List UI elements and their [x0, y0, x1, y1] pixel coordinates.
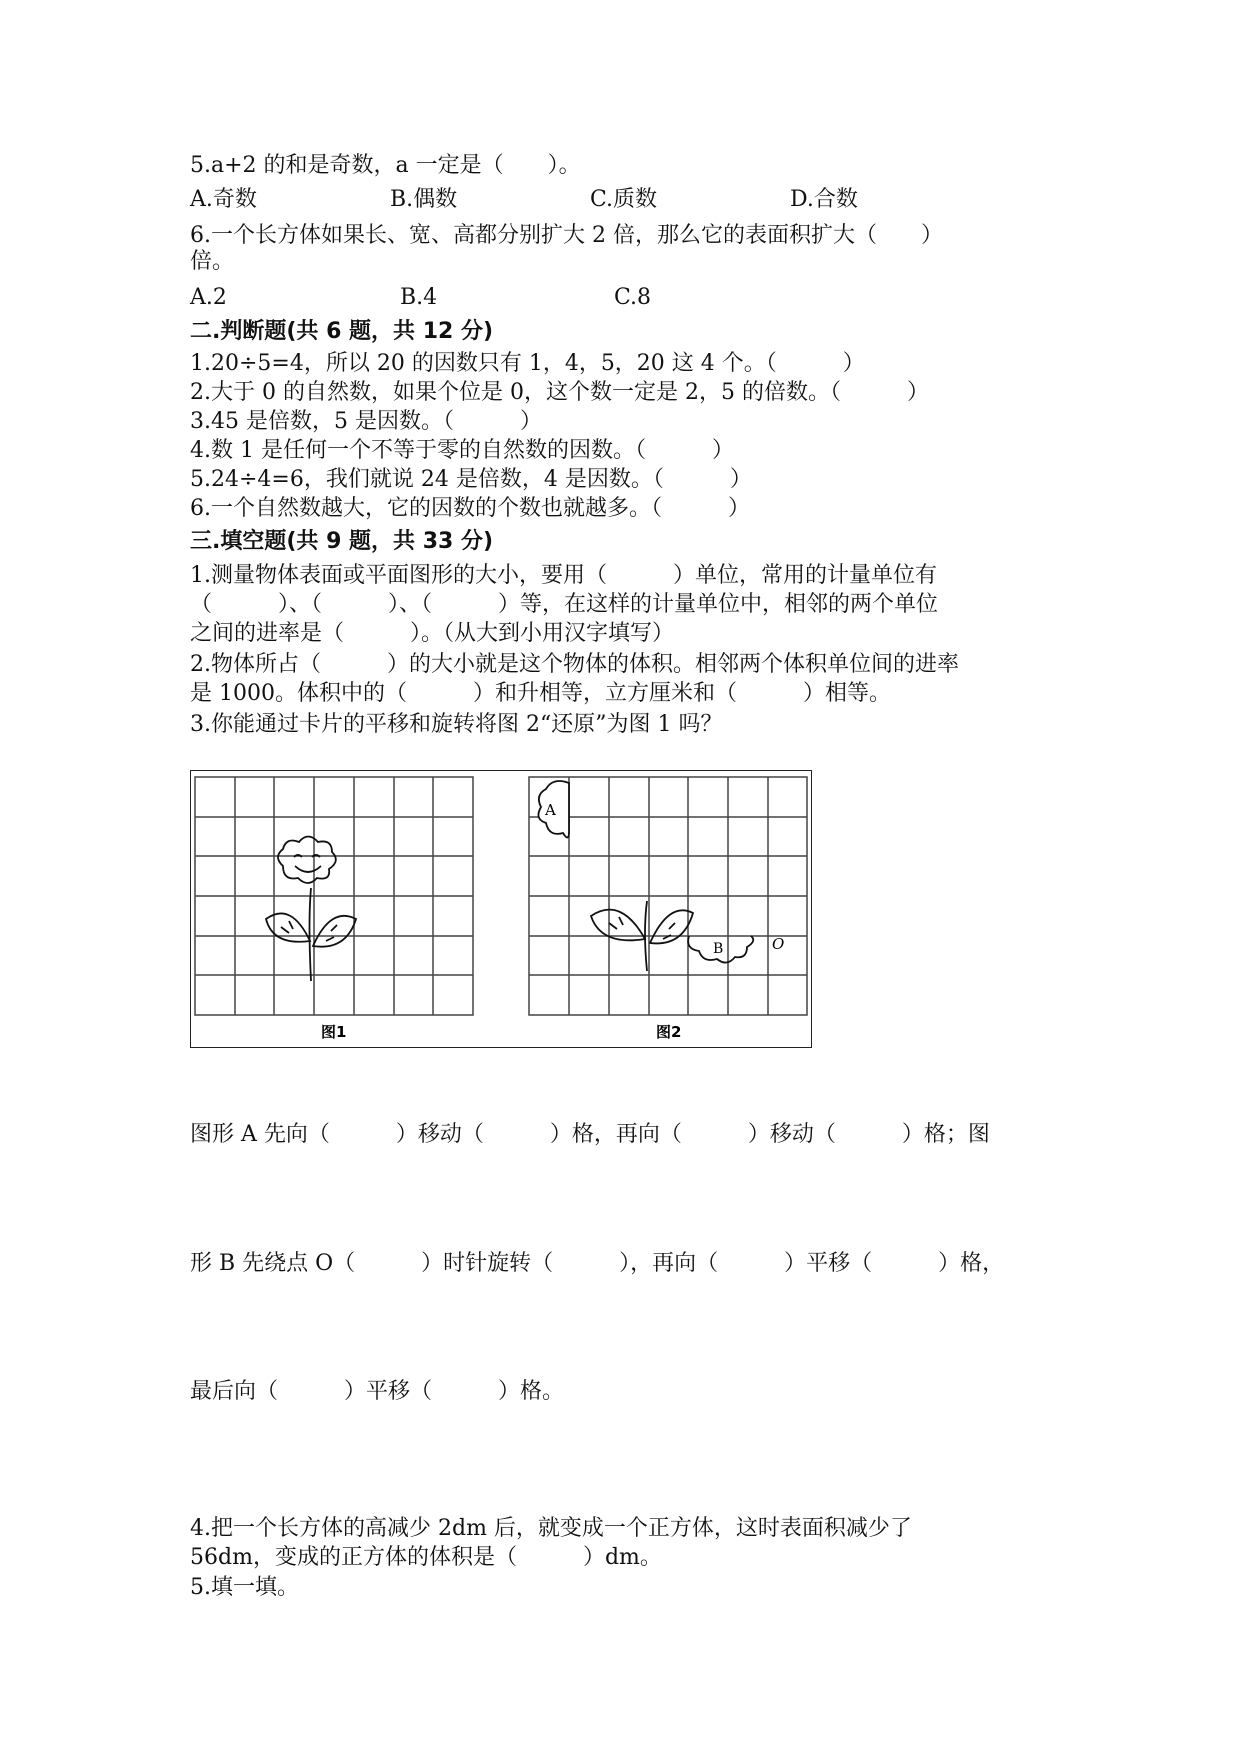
mark-o: O: [772, 935, 785, 953]
fill-q3-blank-line3: 最后向（ ）平移（ ）格。: [190, 1379, 565, 1404]
judge-item-2: 2.大于 0 的自然数，如果个位是 0，这个数一定是 2，5 的倍数。（ ）: [190, 380, 929, 405]
flower-figure-1: [266, 837, 356, 982]
fill-q1-line2: （ ）、（ ）、（ ）等，在这样的计量单位中，相邻的两个单位: [190, 592, 939, 617]
grid-1: [195, 777, 473, 1015]
q6-option-a: A.2: [190, 285, 227, 310]
question-6-stem: 6.一个长方体如果长、宽、高都分别扩大 2 倍，那么它的表面积扩大（ ）: [190, 223, 943, 248]
q5-option-c: C.质数: [590, 187, 658, 212]
section-3-heading: 三.填空题(共 9 题，共 33 分): [190, 529, 494, 554]
grid-figure-svg: [191, 771, 811, 1047]
fill-q3-blank-line1: 图形 A 先向（ ）移动（ ）格，再向（ ）移动（ ）格；图: [190, 1122, 990, 1147]
q6-option-c: C.8: [614, 285, 652, 310]
fill-q4-line1: 4.把一个长方体的高减少 2dm 后，就变成一个正方体，这时表面积减少了: [190, 1516, 912, 1541]
q5-option-d: D.合数: [790, 187, 858, 212]
q5-option-b: B.偶数: [390, 187, 458, 212]
fill-q1-line3: 之间的进率是（ ）。（从大到小用汉字填写）: [190, 621, 675, 646]
fill-q2-line1: 2.物体所占（ ）的大小就是这个物体的体积。相邻两个体积单位间的进率: [190, 652, 959, 677]
fill-q2-line2: 是 1000。体积中的（ ）和升相等，立方厘米和（ ）相等。: [190, 681, 891, 706]
fill-q4-line2: 56dm，变成的正方体的体积是（ ）dm。: [190, 1545, 662, 1570]
mark-a: A: [545, 801, 556, 819]
mark-b: B: [713, 941, 724, 957]
judge-item-5: 5.24÷4=6，我们就说 24 是倍数，4 是因数。（ ）: [190, 467, 752, 492]
fill-q1-line1: 1.测量物体表面或平面图形的大小，要用（ ）单位，常用的计量单位有: [190, 563, 937, 588]
grid-2: [529, 777, 807, 1015]
grid-figure: [190, 770, 812, 1048]
figure-1-label: 图1: [321, 1023, 347, 1041]
judge-item-3: 3.45 是倍数，5 是因数。（ ）: [190, 409, 542, 434]
q5-option-a: A.奇数: [190, 187, 257, 212]
fill-q3-blank-line2: 形 B 先绕点 O（ ）时针旋转（ ），再向（ ）平移（ ）格，: [190, 1251, 1005, 1276]
judge-item-1: 1.20÷5=4，所以 20 的因数只有 1，4，5，20 这 4 个。（ ）: [190, 351, 865, 376]
section-2-heading: 二.判断题(共 6 题，共 12 分): [190, 319, 494, 344]
q6-option-b: B.4: [400, 285, 438, 310]
fill-q5-stem: 5.填一填。: [190, 1575, 299, 1600]
question-6-stem-cont: 倍。: [190, 249, 235, 274]
figure-2-label: 图2: [656, 1023, 682, 1041]
fill-q3-stem: 3.你能通过卡片的平移和旋转将图 2“还原”为图 1 吗？: [190, 712, 723, 737]
judge-item-6: 6.一个自然数越大，它的因数的个数也就越多。（ ）: [190, 496, 750, 521]
judge-item-4: 4.数 1 是任何一个不等于零的自然数的因数。（ ）: [190, 438, 734, 463]
question-5-stem: 5.a+2 的和是奇数，a 一定是（ ）。: [190, 153, 581, 178]
